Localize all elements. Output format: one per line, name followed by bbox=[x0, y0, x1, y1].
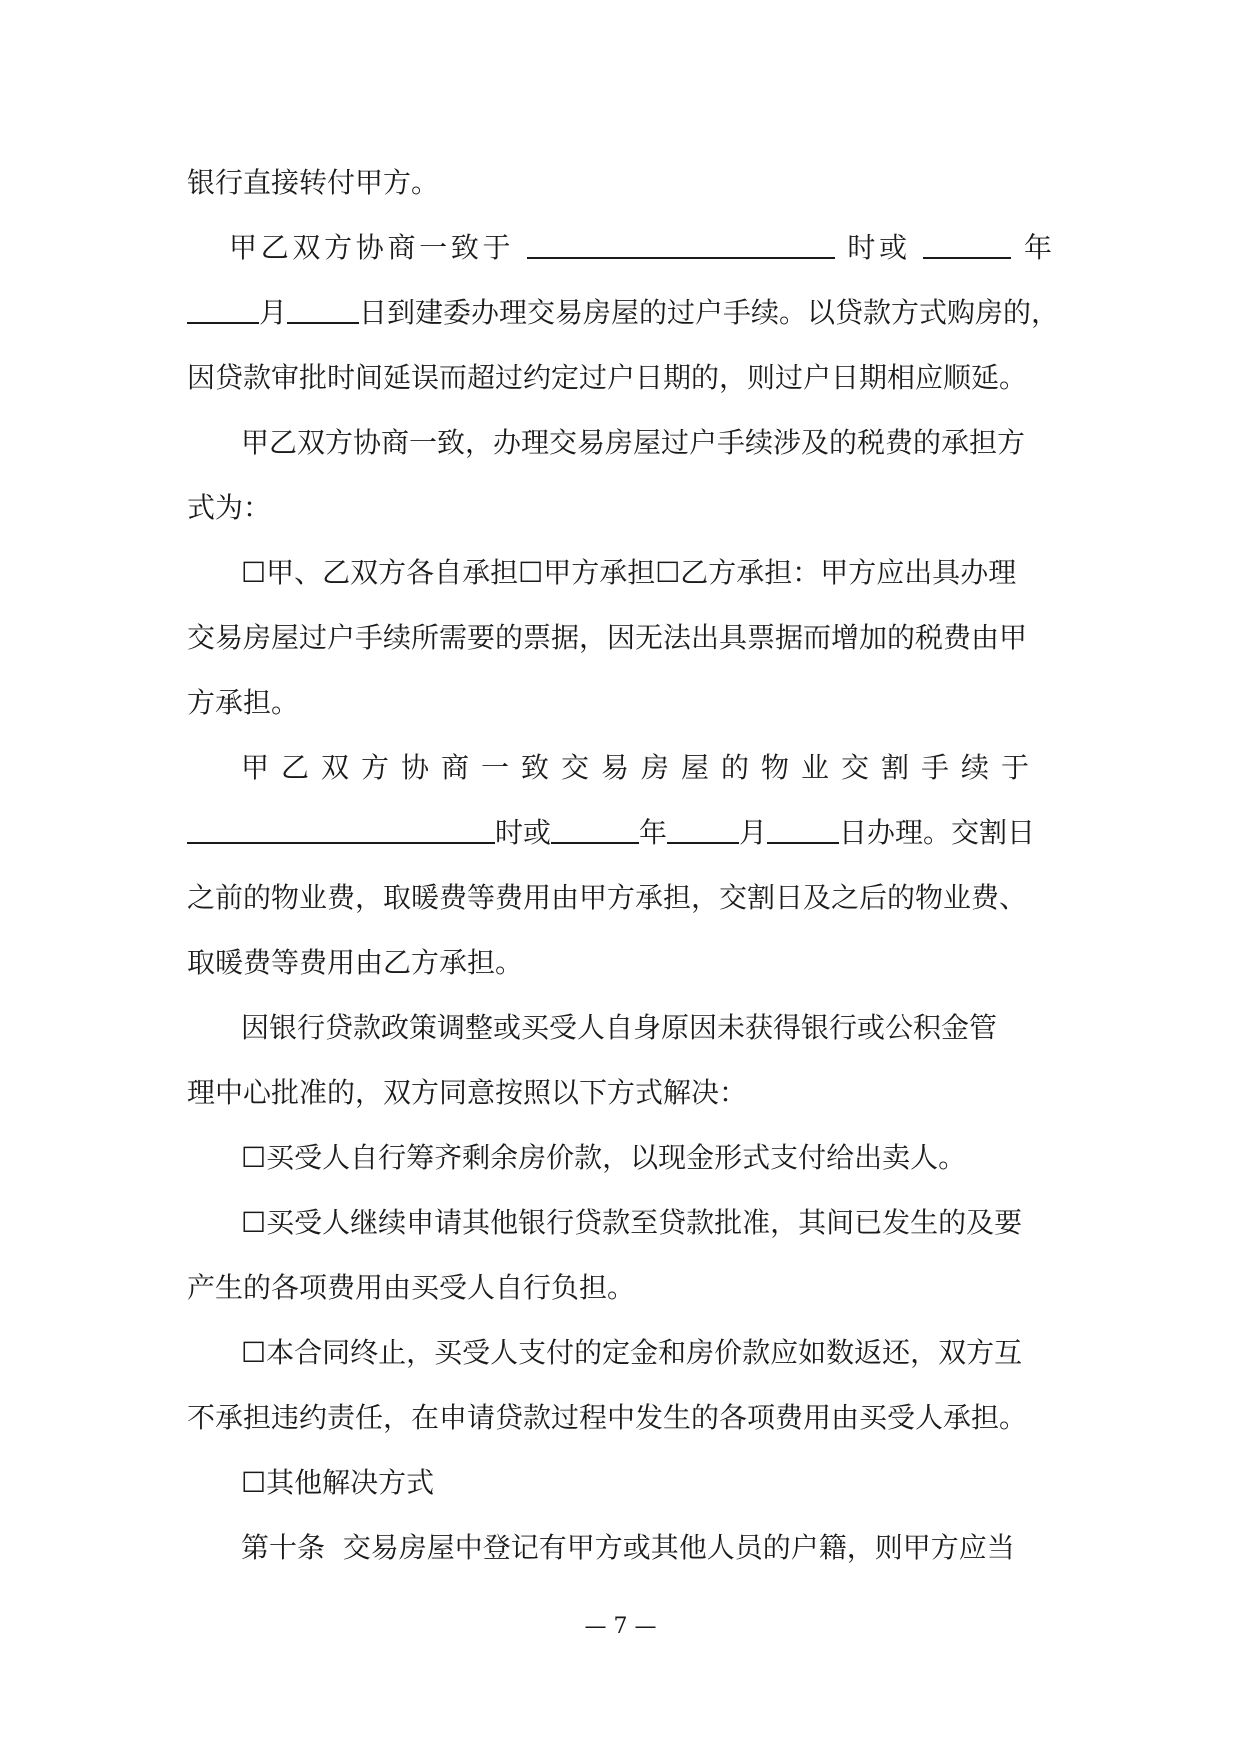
paragraph-line: 因银行贷款政策调整或买受人自身原因未获得银行或公积金管 bbox=[241, 1011, 998, 1044]
paragraph-line bbox=[187, 215, 1055, 280]
fill-blank[interactable] bbox=[767, 812, 839, 844]
paragraph-line: 理中心批准的，双方同意按照以下方式解决： bbox=[187, 1076, 748, 1109]
fill-blank[interactable] bbox=[287, 292, 359, 324]
paragraph-line: 产生的各项费用由买受人自行负担。 bbox=[187, 1271, 636, 1304]
checkbox-option-line: ☐买受人自行筹齐剩余房价款，以现金形式支付给出卖人。 bbox=[241, 1141, 967, 1174]
text-run: 年 bbox=[639, 816, 668, 849]
text-run: 日到建委办理交易房屋的过户手续。以贷款方式购房的， bbox=[359, 296, 1060, 329]
paragraph-line: 方承担。 bbox=[187, 686, 300, 719]
paragraph-line: 因贷款审批时间延误而超过约定过户日期的，则过户日期相应顺延。 bbox=[187, 361, 1028, 394]
text-run: 时或 bbox=[847, 231, 911, 264]
text-run: 甲乙双方协商一致于 bbox=[229, 231, 515, 264]
checkbox-option-line: ☐本合同终止，买受人支付的定金和房价款应如数返还，双方互 bbox=[241, 1336, 1023, 1369]
fill-blank[interactable] bbox=[527, 227, 835, 259]
paragraph-line: 取暖费等费用由乙方承担。 bbox=[187, 946, 524, 979]
paragraph-line bbox=[187, 800, 1055, 865]
fill-blank[interactable] bbox=[551, 812, 639, 844]
paragraph-line: 甲乙双方协商一致，办理交易房屋过户手续涉及的税费的承担方 bbox=[241, 426, 1026, 459]
paragraph-line: 甲乙双方协商一致交易房屋的物业交割手续于 bbox=[241, 751, 1042, 784]
text-run: 时或 bbox=[495, 816, 552, 849]
paragraph-line: 交易房屋过户手续所需要的票据，因无法出具票据而增加的税费由甲 bbox=[187, 621, 1028, 654]
checkbox-option-line: ☐甲、乙双方各自承担☐甲方承担☐乙方承担：甲方应出具办理 bbox=[241, 556, 1017, 589]
paragraph-line bbox=[187, 280, 1060, 345]
paragraph-line: 之前的物业费，取暖费等费用由甲方承担，交割日及之后的物业费、 bbox=[187, 881, 1028, 914]
text-run: 年 bbox=[1023, 231, 1055, 264]
paragraph-line: 式为： bbox=[187, 491, 272, 524]
checkbox-option-line: ☐其他解决方式 bbox=[241, 1466, 435, 1499]
document-body bbox=[187, 150, 1060, 1580]
text-run: 日办理。交割日 bbox=[839, 816, 1036, 849]
text-run: 月 bbox=[739, 816, 768, 849]
article-heading-line: 第十条 交易房屋中登记有甲方或其他人员的户籍，则甲方应当 bbox=[241, 1531, 1015, 1564]
checkbox-option-line: ☐买受人继续申请其他银行贷款至贷款批准，其间已发生的及要 bbox=[241, 1206, 1023, 1239]
paragraph-line: 银行直接转付甲方。 bbox=[187, 166, 440, 199]
fill-blank[interactable] bbox=[187, 292, 259, 324]
page-number: — 7 — bbox=[584, 1614, 657, 1639]
text-run: 月 bbox=[259, 296, 288, 329]
paragraph-line: 不承担违约责任，在申请贷款过程中发生的各项费用由买受人承担。 bbox=[187, 1401, 1028, 1434]
fill-blank[interactable] bbox=[187, 812, 495, 844]
fill-blank[interactable] bbox=[923, 227, 1011, 259]
fill-blank[interactable] bbox=[667, 812, 739, 844]
